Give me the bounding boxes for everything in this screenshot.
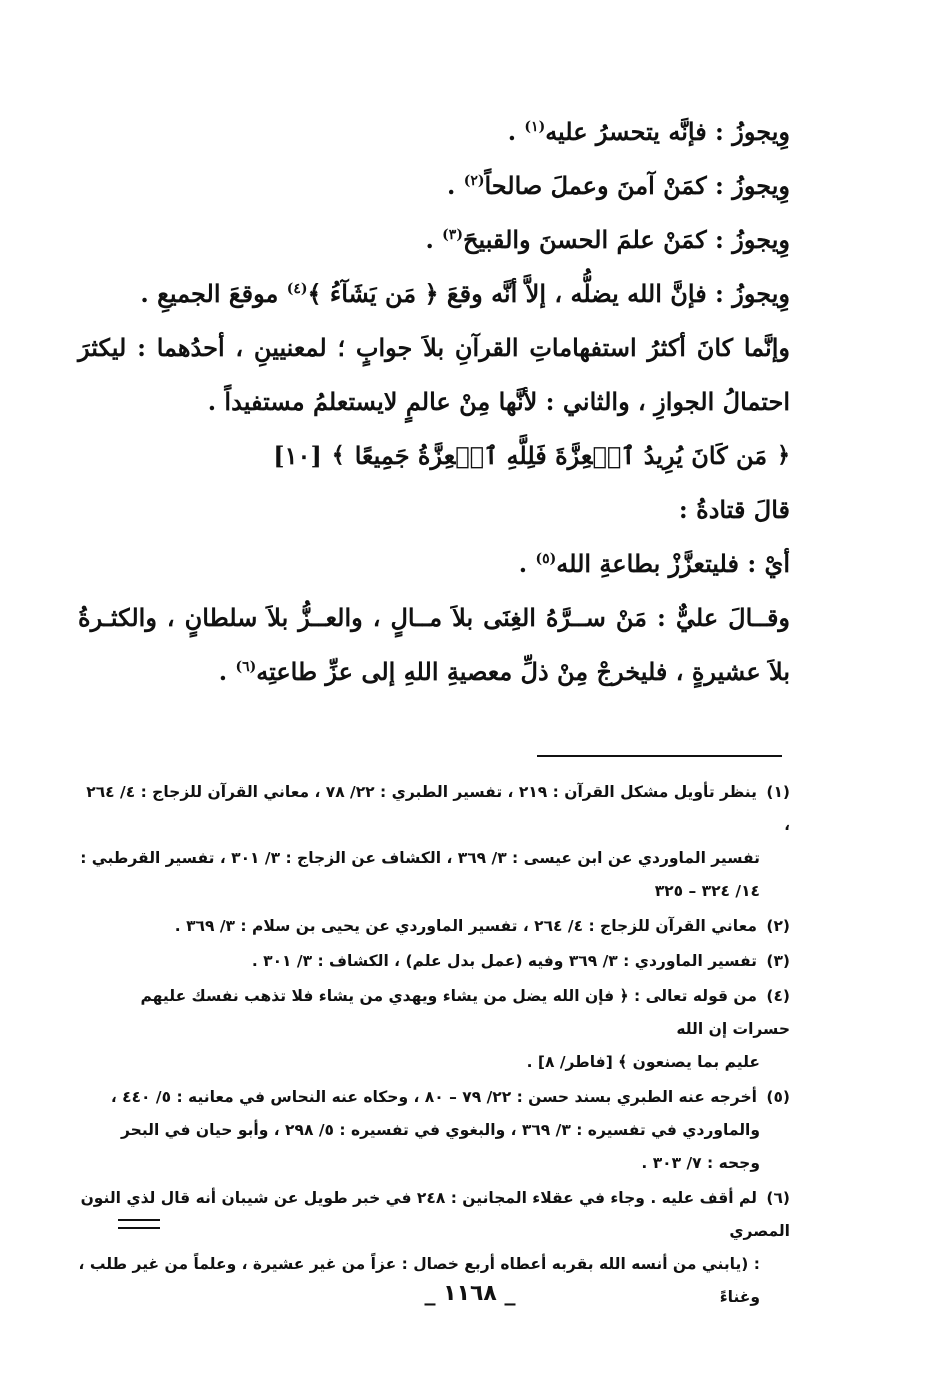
verse-reference: [١٠]: [273, 441, 322, 470]
footnote-2: (٢) معاني القرآن للزجاج : ٤/ ٢٦٤ ، تفسير الماوردي عن يحيى بن سلام : ٣/ ٣٦٩ .: [174, 917, 790, 935]
text-line-3: وِيجوزُ : كمَنْ علمَ الحسنَ والقبيحَ$^{(٣)}$ .: [425, 225, 790, 254]
footnote-1: (١) ينظر تأويل مشكل القرآن : ٢١٩ ، تفسير الطبري : ٢٢/ ٧٨ ، معاني القرآن للزجاج : ٤/ ٢٦٤ ، تفسير الماوردي عن ابن عيسى : ٣/ ٣٦٩ ، الكشاف عن الزجاج : ٣/ ٣٠١ ، تفسير القرطبي : ١٤/ ٣٢٤ – ٣٢٥: [80, 783, 790, 900]
footnote-ref-5[interactable]: (٥): [535, 551, 557, 567]
text-paragraph-ali: وقــالَ عليٌّ : مَنْ ســرَّهُ الغِنَى بلاَ مــالٍ ، والعــزُّ بلاَ سلطانٍ ، والكثـرةُ بلاَ عشيرةٍ ، فليخرجْ مِنْ ذلِّ معصيةِ اللهِ إلى عزِّ طاعتِه$^{(٦)}$ .: [78, 603, 791, 686]
verse-close-bracket: ﴾: [331, 443, 345, 468]
quran-verse: [78, 429, 790, 483]
continuation-double-rule: [118, 1219, 160, 1229]
footnote-ref-6[interactable]: (٦): [235, 659, 257, 675]
text-line-4: وِيجوزُ : فإنَّ الله يضلُّه ، إلاَّ أنَّه وقعَ ﴿ مَن يَشَآءُ ﴾$^{(٤)}$ موقعَ الجميعِ .: [140, 279, 790, 308]
text-line-tazazzuz: أيْ : فليتعزَّزْ بطاعةِ الله$^{(٥)}$ .: [518, 549, 790, 578]
footnote-ref-3[interactable]: (٣): [442, 227, 463, 243]
verse-text: مَن كَانَ يُرِيدُ ٱلۡعِزَّةَ فَلِلَّهِ ٱلۡعِزَّةُ جَمِيعًا: [354, 441, 768, 470]
footnotes-block: [78, 776, 790, 1316]
text-line-2: وِيجوزُ : كمَنْ آمنَ وعملَ صالحاً$^{(٢)}$ .: [446, 171, 790, 200]
verse-open-bracket: ﴿: [777, 443, 790, 468]
footnote-ref-1[interactable]: (١): [524, 119, 546, 135]
text-paragraph-istifham: وإنَّما كانَ أكثرُ استفهاماتِ القرآنِ بلاَ جوابٍ ؛ لمعنيينِ ، أحدُهما : ليكثرَ احتمالُ الجوازِ ، والثاني : لأنَّها مِنْ عالمٍ لايستعلمُ مستفيداً .: [78, 333, 790, 416]
footnote-ref-2[interactable]: (٢): [463, 173, 485, 189]
footnote-ref-4[interactable]: (٤): [286, 281, 308, 297]
footnote-6: (٦) لم أقف عليه . وجاء في عقلاء المجانين : ٢٤٨ في خبر طويل عن شيبان أنه قال لذي النون المصري : (يابني من أنسه الله بقربه أعطاه أربع خصال : عزاً من غير عشيرة ، وعلماً من غير طلب ، وغناءً: [78, 1189, 790, 1306]
quran-phrase: ﴿ مَن يَشَآءُ ﴾: [307, 279, 439, 308]
footnote-3: (٣) تفسير الماوردي : ٣/ ٣٦٩ وفيه (عمل بدل علم) ، الكشاف : ٣/ ٣٠١ .: [251, 952, 790, 970]
footnote-separator: [537, 755, 782, 757]
footnote-5: (٥) أخرجه عنه الطبري بسند حسن : ٢٢/ ٧٩ – ٨٠ ، وحكاه عنه النحاس في معانيه : ٥/ ٤٤٠ ، والماوردي في تفسيره : ٣/ ٣٦٩ ، والبغوي في تفسيره : ٥/ ٢٩٨ ، وأبو حيان في البحر وجحه : ٧/ ٣٠٣ .: [110, 1088, 790, 1172]
main-text-block: [78, 105, 790, 699]
page-number: _ ١١٦٨ _: [424, 1281, 516, 1306]
footnote-4: (٤) من قوله تعالى : ﴿ فإن الله يضل من يشاء ويهدي من يشاء فلا تذهب نفسك عليهم حسرات إن الله عليم بما يصنعون ﴾ [فاطر/ ٨] .: [140, 987, 790, 1071]
text-line-1: وِيجوزُ : فإنَّه يتحسرُ عليه$^{(١)}$ .: [507, 117, 790, 146]
text-line-qatada: قالَ قتادةُ :: [678, 495, 790, 524]
